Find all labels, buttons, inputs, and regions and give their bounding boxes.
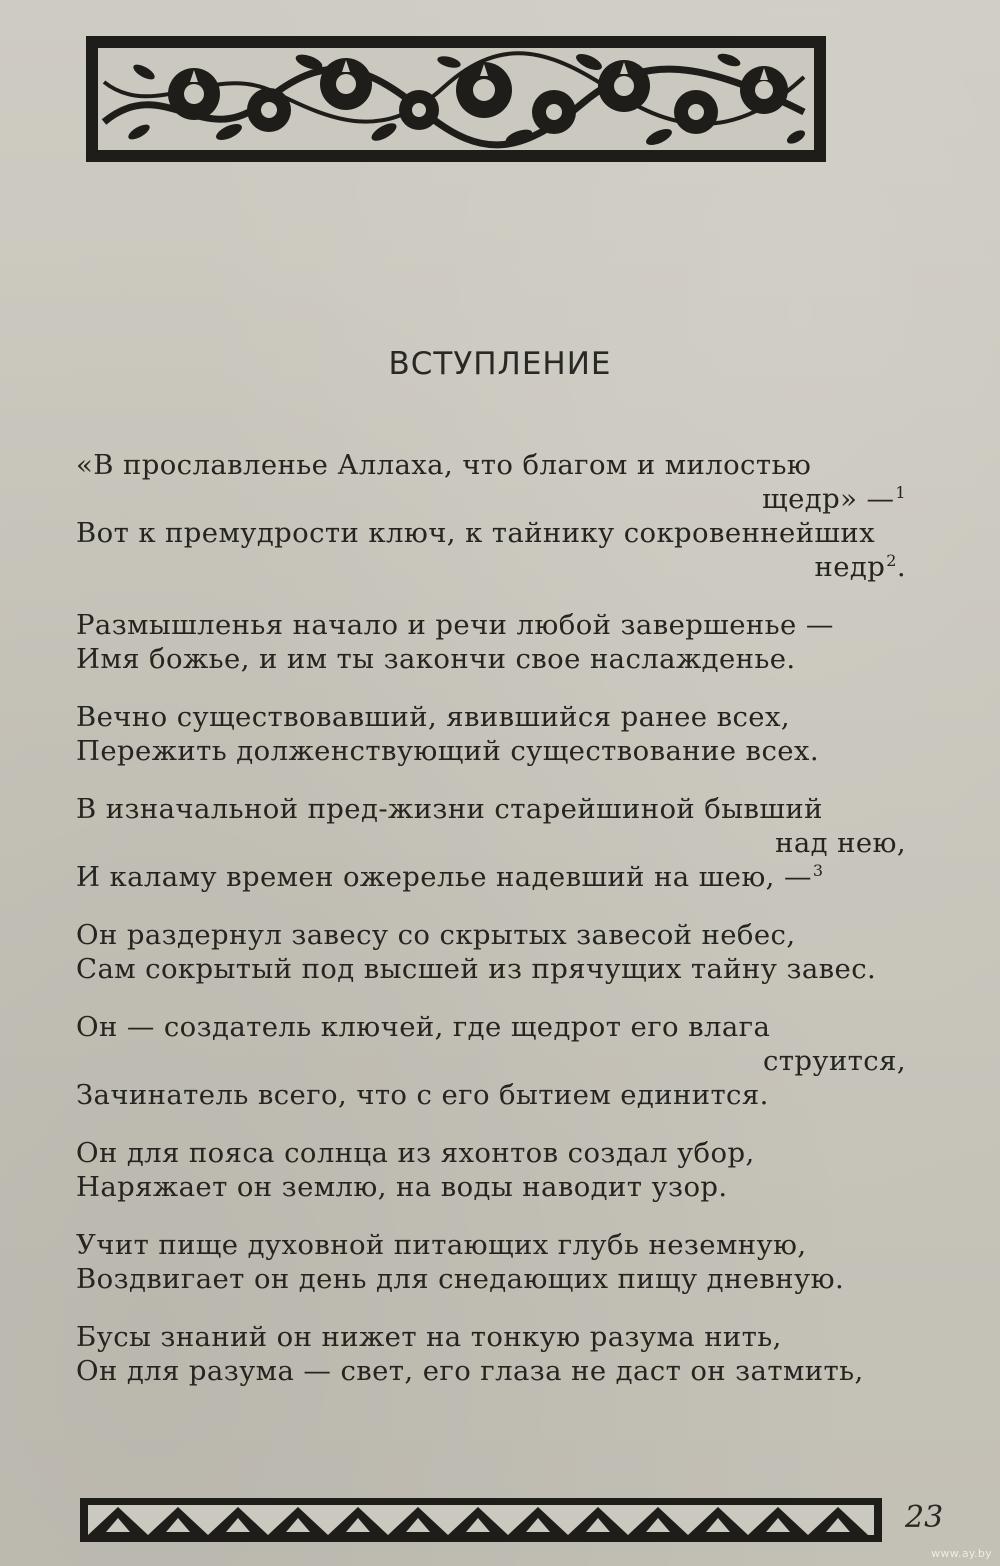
poem-line bbox=[76, 792, 906, 826]
poem-line-text: Зачинатель всего, что с его бытием единится. bbox=[76, 1079, 769, 1111]
poem-line bbox=[76, 1354, 906, 1388]
poem-line bbox=[76, 1078, 906, 1112]
poem-line-text: Вечно существовавший, явившийся ранее всех, bbox=[76, 701, 791, 733]
footnote-marker[interactable]: 3 bbox=[812, 861, 824, 880]
poem-line-text: «В прославленье Аллаха, что благом и милостью bbox=[76, 449, 812, 481]
poem-line bbox=[76, 1010, 906, 1044]
stanza bbox=[76, 792, 906, 894]
poem-line bbox=[76, 482, 906, 516]
poem-line-text: щедр» — bbox=[762, 483, 895, 515]
poem-line-text: Имя божье, и им ты закончи свое наслажденье. bbox=[76, 643, 796, 675]
poem-line-text: Воздвигает он день для снедающих пищу дневную. bbox=[76, 1263, 845, 1295]
poem-line-tail: . bbox=[896, 551, 906, 583]
poem-line bbox=[76, 1228, 906, 1262]
poem-line bbox=[76, 1170, 906, 1204]
floral-ornament-icon bbox=[84, 32, 828, 170]
poem-line bbox=[76, 918, 906, 952]
poem-line-text: Он — создатель ключей, где щедрот его влага bbox=[76, 1011, 771, 1043]
chapter-title: ВСТУПЛЕНИЕ bbox=[388, 346, 612, 382]
poem-line bbox=[76, 1136, 906, 1170]
stanza bbox=[76, 1136, 906, 1204]
poem-line bbox=[76, 550, 906, 584]
footnote-marker[interactable]: 2 bbox=[886, 551, 897, 570]
poem-line bbox=[76, 608, 906, 642]
poem-line-text: струится, bbox=[762, 1045, 906, 1077]
poem-line bbox=[76, 1320, 906, 1354]
poem-line bbox=[76, 1262, 906, 1296]
poem-line bbox=[76, 734, 906, 768]
poem-line-text: недр bbox=[814, 551, 886, 583]
poem-line-text: над нею, bbox=[775, 827, 906, 859]
poem-line-text: Пережить долженствующий существование всех. bbox=[76, 735, 819, 767]
poem-line bbox=[76, 860, 906, 894]
poem-line-text: Он для пояса солнца из яхонтов создал убор, bbox=[76, 1137, 755, 1169]
watermark: www.ay.by bbox=[931, 1547, 992, 1560]
stanza bbox=[76, 448, 906, 584]
poem-line bbox=[76, 448, 906, 482]
footnote-marker[interactable]: 1 bbox=[895, 483, 906, 502]
poem-line-text: Он раздернул завесу со скрытых завесой небес, bbox=[76, 919, 796, 951]
page-number: 23 bbox=[905, 1500, 944, 1535]
poem-line bbox=[76, 1044, 906, 1078]
poem-line-text: Бусы знаний он нижет на тонкую разума нить, bbox=[76, 1321, 782, 1353]
poem-line-text: Наряжает он землю, на воды наводит узор. bbox=[76, 1171, 728, 1203]
stanza bbox=[76, 1010, 906, 1112]
poem-line bbox=[76, 516, 906, 550]
poem-line-text: Размышленья начало и речи любой завершенье — bbox=[76, 609, 834, 641]
triangle-ornament-icon bbox=[78, 1496, 884, 1544]
poem-line bbox=[76, 952, 906, 986]
stanza bbox=[76, 918, 906, 986]
stanza bbox=[76, 608, 906, 676]
poem-line-text: И каламу времен ожерелье надевший на шею, — bbox=[76, 861, 812, 893]
stanza bbox=[76, 700, 906, 768]
poem-line-text: Учит пище духовной питающих глубь неземную, bbox=[76, 1229, 807, 1261]
poem-line bbox=[76, 700, 906, 734]
poem-line-text: Вот к премудрости ключ, к тайнику сокровеннейших bbox=[76, 517, 876, 549]
stanza bbox=[76, 1320, 906, 1388]
poem-line-text: Он для разума — свет, его глаза не даст он затмить, bbox=[76, 1355, 864, 1387]
poem-body bbox=[76, 448, 906, 1412]
poem-line-text: Сам сокрытый под высшей из прячущих тайну завес. bbox=[76, 953, 877, 985]
stanza bbox=[76, 1228, 906, 1296]
poem-line-text: В изначальной пред-жизни старейшиной бывший bbox=[76, 793, 823, 825]
poem-line bbox=[76, 642, 906, 676]
poem-line bbox=[76, 826, 906, 860]
